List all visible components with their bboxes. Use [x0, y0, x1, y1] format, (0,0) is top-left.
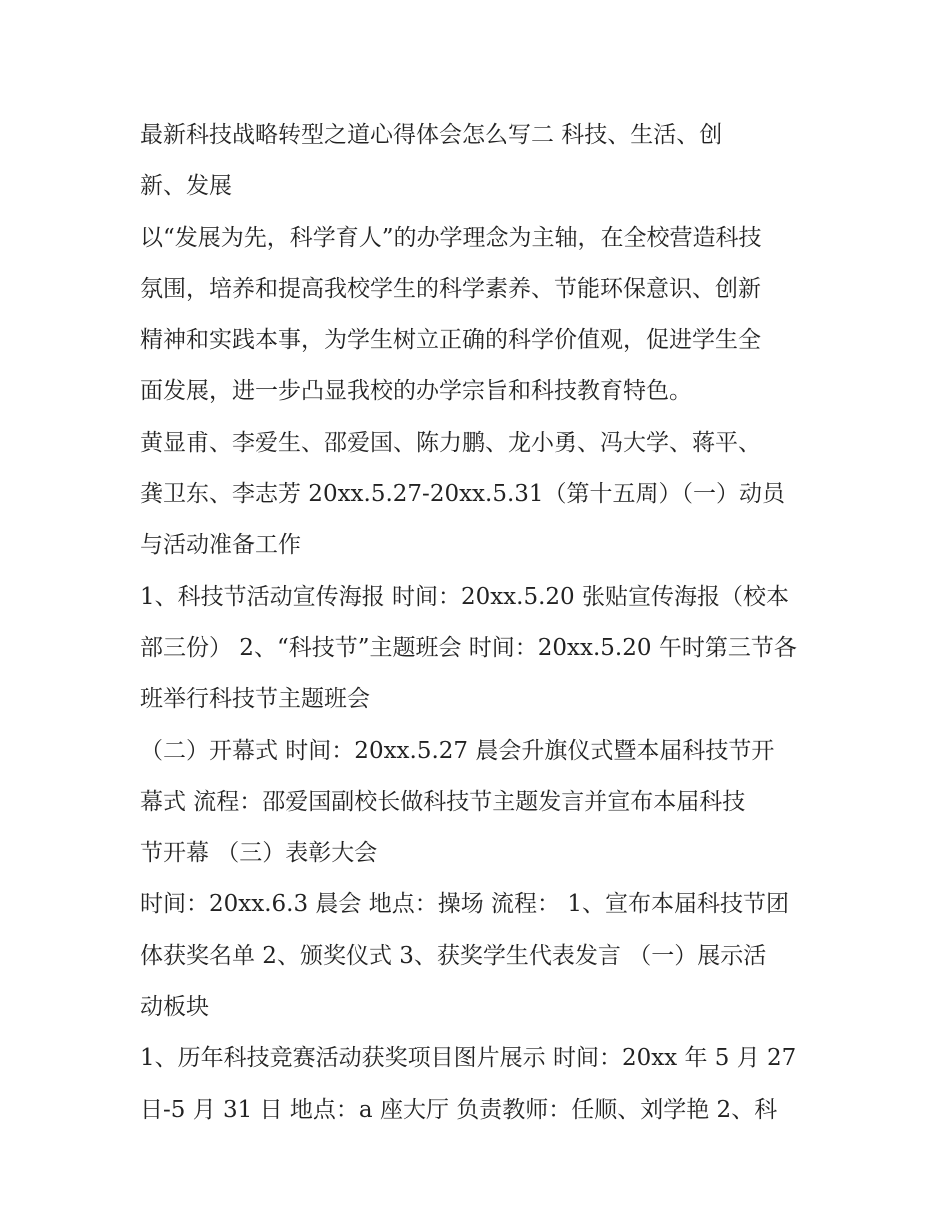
text-line-title-2: 新、发展 [140, 173, 232, 200]
text-line-13: （二）开幕式 时间：20xx.5.27 晨会升旗仪式暨本届科技节开 [140, 737, 775, 764]
text-line-9: 与活动准备工作 [140, 532, 301, 559]
text-line-4: 氛围，培养和提高我校学生的科学素养、节能环保意识、创新 [140, 275, 761, 302]
text-line-14: 幕式 流程：邵爱国副校长做科技节主题发言并宣布本届科技 [140, 788, 746, 815]
text-line-17: 体获奖名单 2、颁奖仪式 3、获奖学生代表发言 （一）展示活 [140, 942, 767, 969]
text-line-18: 动板块 [140, 994, 209, 1021]
text-line-10: 1、科技节活动宣传海报 时间：20xx.5.20 张贴宣传海报（校本 [140, 583, 789, 610]
text-line-title-1: 最新科技战略转型之道心得体会怎么写二 科技、生活、创 [140, 122, 723, 148]
text-line-8: 龚卫东、李志芳 20xx.5.27-20xx.5.31（第十五周）（一）动员 [140, 481, 786, 508]
text-line-20: 日-5 月 31 日 地点：a 座大厅 负责教师：任顺、刘学艳 2、科 [140, 1096, 778, 1123]
text-line-6: 面发展，进一步凸显我校的办学宗旨和科技教育特色。 [140, 378, 692, 405]
text-line-5: 精神和实践本事，为学生树立正确的科学价值观，促进学生全 [140, 327, 761, 354]
text-line-12: 班举行科技节主题班会 [140, 686, 370, 713]
text-line-11: 部三份） 2、“科技节”主题班会 时间：20xx.5.20 午时第三节各 [140, 634, 797, 661]
text-line-7: 黄显甫、李爱生、邵爱国、陈力鹏、龙小勇、冯大学、蒋平、 [140, 429, 761, 456]
text-line-19: 1、历年科技竞赛活动获奖项目图片展示 时间：20xx 年 5 月 27 [140, 1045, 797, 1072]
text-line-16: 时间：20xx.6.3 晨会 地点：操场 流程： 1、宣布本届科技节团 [140, 891, 789, 918]
text-line-3: 以“发展为先，科学育人”的办学理念为主轴，在全校营造科技 [140, 224, 762, 251]
document-body [140, 110, 820, 1136]
text-line-15: 节开幕 （三）表彰大会 [140, 840, 378, 867]
